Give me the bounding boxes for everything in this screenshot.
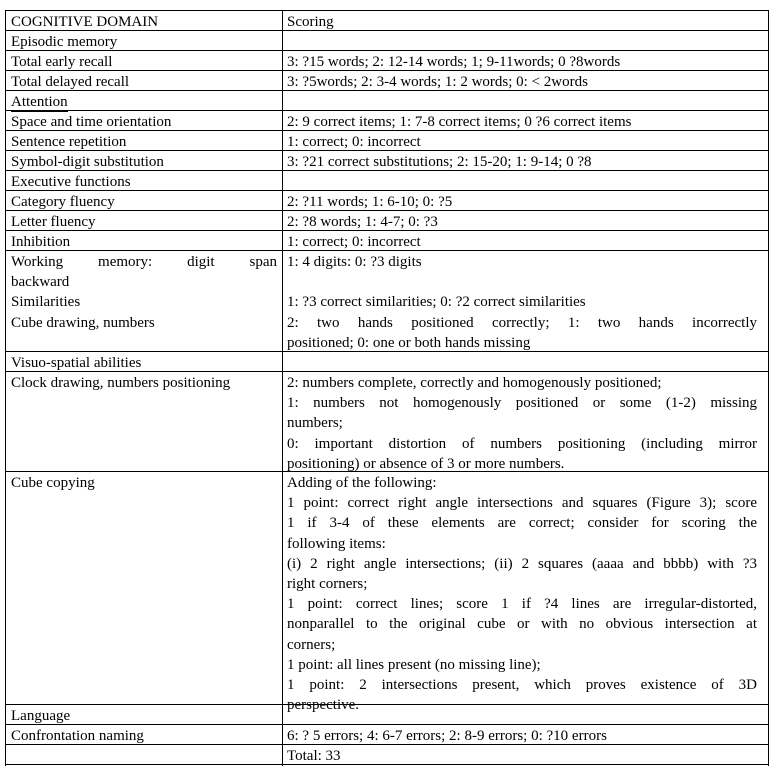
attention-heading: Attention: [11, 94, 68, 110]
clock-scoring-2: 1: numbers not homogenously positioned or some (1-2) missing: [287, 395, 757, 412]
domain-cell: Total delayed recall: [11, 74, 130, 90]
cube-numbers-scoring-1: 2: two hands positioned correctly; 1: two hands incorrectly: [287, 314, 757, 331]
cube-copying-line: Adding of the following:: [287, 475, 437, 491]
working-memory-label-2: backward: [11, 274, 70, 291]
scoring-cell: 6: ? 5 errors; 4: 6-7 errors; 2: 8-9 errors; 0: ?10 errors: [287, 728, 607, 744]
domain-cell: Episodic memory: [11, 34, 118, 50]
scoring-cell: 1: correct; 0: incorrect: [287, 134, 421, 150]
table-row: [5, 130, 768, 150]
cube-numbers-scoring-2: positioned; 0: one or both hands missing: [287, 334, 531, 351]
clock-scoring-3: numbers;: [287, 415, 343, 432]
cube-drawing-numbers-label: Cube drawing, numbers: [11, 314, 155, 331]
table-row: [5, 471, 768, 714]
scoring-table: [5, 10, 768, 765]
domain-cell: Clock drawing, numbers positioning: [11, 375, 231, 391]
header-scoring: Scoring: [287, 14, 334, 30]
header-cognitive-domain: COGNITIVE DOMAIN: [11, 14, 159, 30]
table-row: [5, 704, 768, 724]
table-row: [5, 250, 768, 351]
table-row: [5, 210, 768, 230]
domain-cell: Symbol-digit substitution: [11, 154, 164, 170]
domain-cell: [11, 252, 277, 333]
scoring-cell: 3: ?5words; 2: 3-4 words; 1: 2 words; 0: < 2words: [287, 74, 588, 90]
domain-cell: Language: [11, 708, 71, 724]
working-memory-scoring: 1: 4 digits: 0: ?3 digits: [287, 254, 422, 270]
table-row: [5, 70, 768, 90]
table-row: [5, 110, 768, 130]
table-row: [5, 50, 768, 70]
scoring-cell: [287, 373, 757, 474]
cube-copying-line: perspective.: [287, 697, 360, 714]
similarities-scoring: 1: ?3 correct similarities; 0: ?2 correct similarities: [287, 294, 586, 311]
scoring-cell: 2: ?8 words; 1: 4-7; 0: ?3: [287, 214, 438, 230]
scoring-cell: 3: ?21 correct substitutions; 2: 15-20; 1: 9-14; 0 ?8: [287, 154, 592, 170]
table-row: [5, 150, 768, 170]
domain-cell: Confrontation naming: [11, 728, 144, 744]
domain-cell: Letter fluency: [11, 214, 96, 230]
domain-cell: Space and time orientation: [11, 114, 172, 130]
table-row: [5, 724, 768, 744]
cube-copying-line: right corners;: [287, 576, 368, 593]
scoring-cell: 2: ?11 words; 1: 6-10; 0: ?5: [287, 194, 453, 210]
total-score: Total: 33: [287, 748, 341, 764]
cube-copying-line: 1 point: correct right angle intersections and squares (Figure 3); score: [287, 495, 757, 512]
domain-cell: Executive functions: [11, 174, 131, 190]
cube-copying-line: nonparallel to the original cube or with no obvious intersection at: [287, 616, 757, 633]
cube-copying-line: following items:: [287, 535, 386, 552]
cube-copying-line: 1 if 3-4 of these elements are correct; consider for scoring the: [287, 515, 757, 532]
clock-scoring-5: positioning) or absence of 3 or more numbers.: [287, 455, 565, 472]
cube-copying-line: 1 point: 2 intersections present, which proves existence of 3D: [287, 677, 757, 694]
left-border: [5, 10, 6, 766]
cube-copying-line: 1 point: all lines present (no missing line);: [287, 656, 541, 673]
scoring-cell: 1: correct; 0: incorrect: [287, 234, 421, 250]
domain-cell: Total early recall: [11, 54, 113, 70]
spacer: [287, 272, 757, 292]
domain-cell: Inhibition: [11, 234, 71, 250]
table-row: [5, 230, 768, 250]
table-row: [5, 170, 768, 190]
total-row: [5, 744, 768, 765]
domain-cell: Visuo-spatial abilities: [11, 355, 142, 371]
similarities-label: Similarities: [11, 294, 81, 311]
right-border: [768, 10, 769, 766]
scoring-cell: [287, 473, 757, 715]
cube-copying-line: corners;: [287, 636, 336, 653]
domain-cell: Sentence repetition: [11, 134, 127, 150]
clock-scoring-4: 0: important distortion of numbers positioning (including mirror: [287, 435, 757, 452]
scoring-cell: 2: 9 correct items; 1: 7-8 correct items; 0 ?6 correct items: [287, 114, 632, 130]
table-row: [5, 90, 768, 110]
scoring-cell: 3: ?15 words; 2: 12-14 words; 1; 9-11words; 0 ?8words: [287, 54, 621, 70]
table-row: [5, 30, 768, 50]
working-memory-label: Working memory: digit span: [11, 254, 277, 270]
table-row: [5, 351, 768, 371]
domain-cell: Category fluency: [11, 194, 115, 210]
table-row: [5, 371, 768, 471]
cube-copying-line: 1 point: correct lines; score 1 if ?4 lines are irregular-distorted,: [287, 596, 757, 613]
domain-cell: Cube copying: [11, 475, 95, 491]
table-header-row: [5, 10, 768, 30]
clock-scoring-1: 2: numbers complete, correctly and homogenously positioned;: [287, 375, 662, 391]
table-row: [5, 190, 768, 210]
scoring-cell: [287, 252, 757, 353]
column-divider: [282, 10, 283, 766]
cube-copying-line: (i) 2 right angle intersections; (ii) 2 squares (aaaa and bbbb) with ?3: [287, 555, 757, 572]
